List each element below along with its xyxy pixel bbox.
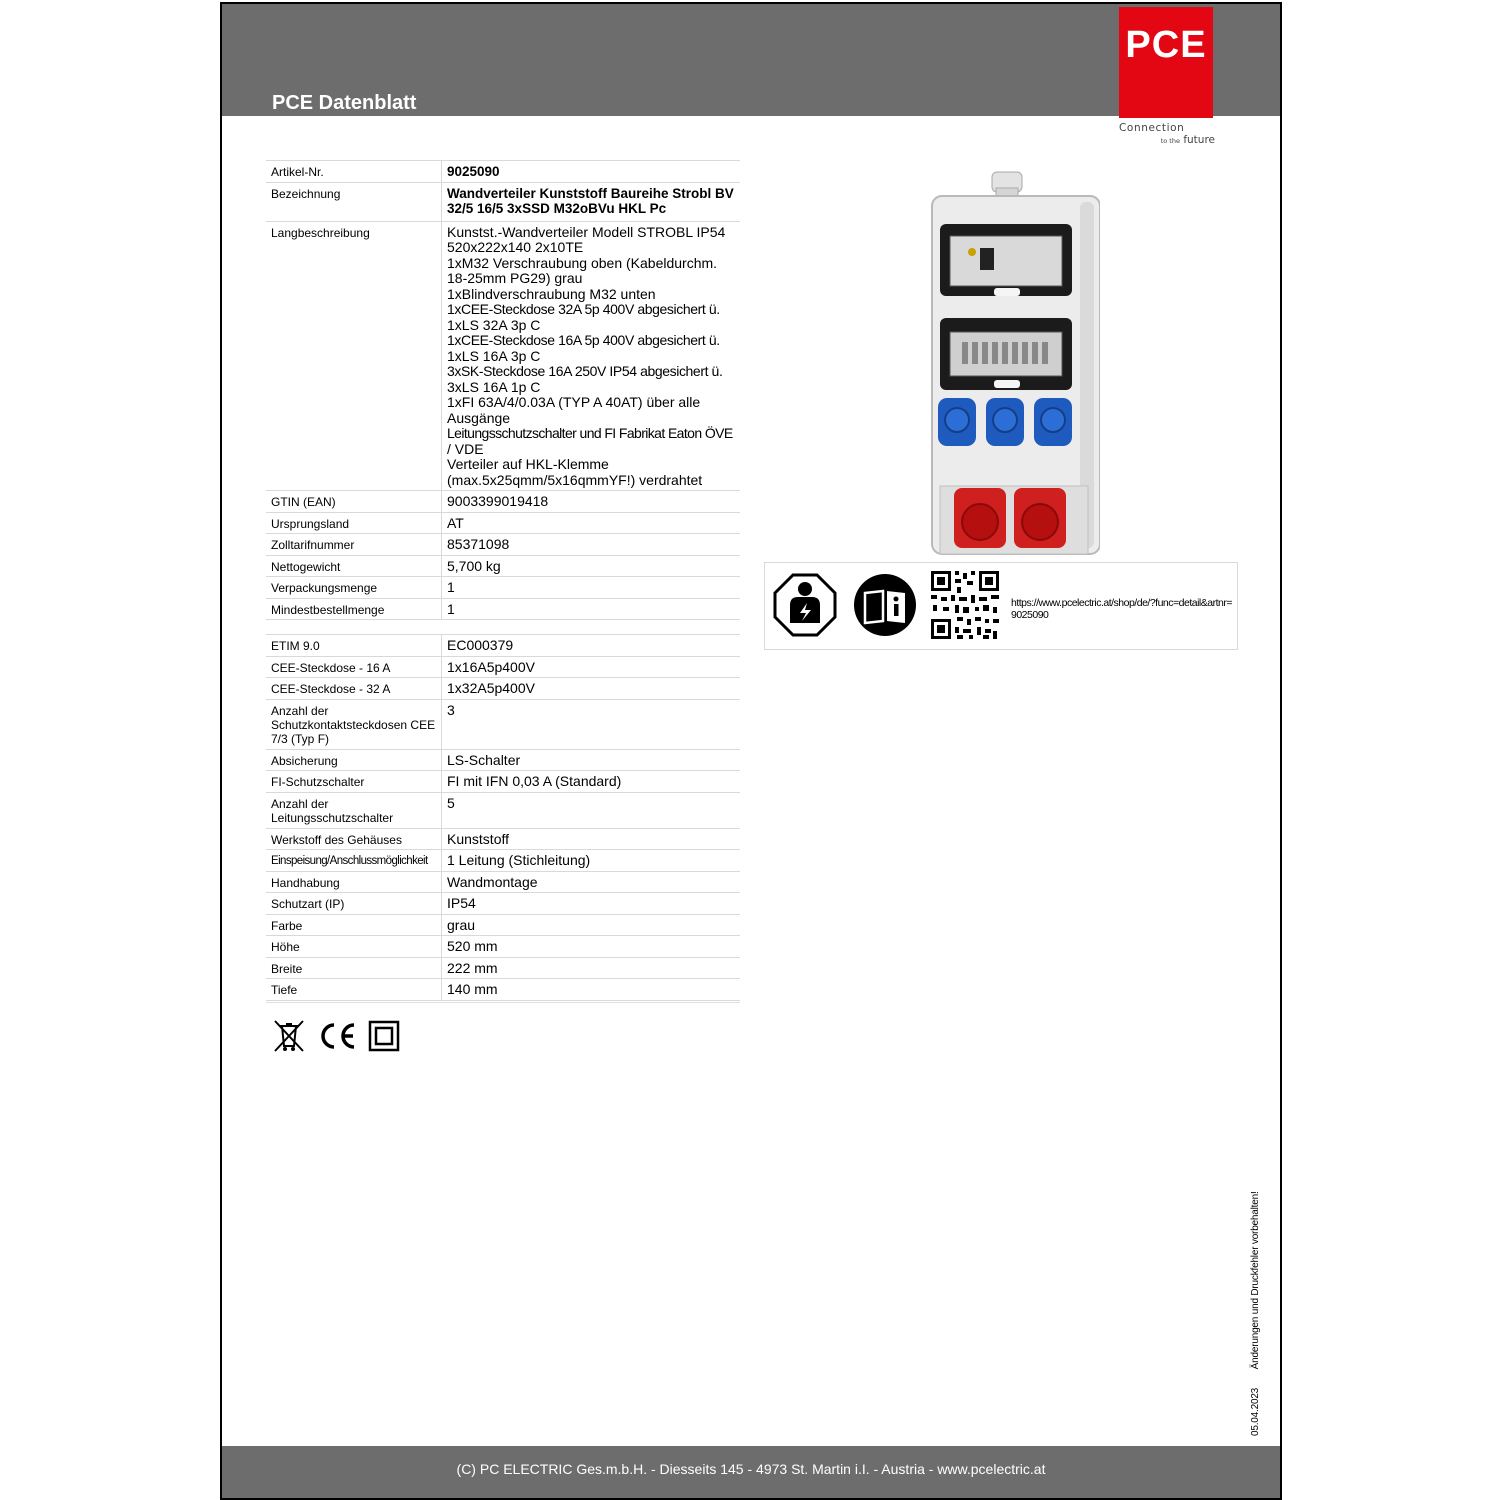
description-line: 3xSK-Steckdose 16A 250V IP54 abgesichert ü. [447, 363, 723, 379]
description-line: Ausgänge [447, 409, 511, 426]
etim-table [266, 634, 740, 1001]
table-row [266, 771, 740, 793]
table-row [266, 749, 740, 771]
description-line: 1xFI 63A/4/0.03A (TYP A 40AT) über alle [447, 394, 701, 410]
etim-label: CEE-Steckdose - 16 A [266, 656, 442, 678]
spec-label: Bezeichnung [266, 182, 442, 221]
footer-text: (C) PC ELECTRIC Ges.m.b.H. - Diesseits 145 - 4973 St. Martin i.I. - Austria - www.pcelectric.at [456, 1461, 1046, 1477]
table-row [266, 161, 740, 183]
etim-label: Höhe [266, 936, 442, 958]
spec-value: 85371098 [442, 534, 741, 556]
table-row [266, 656, 740, 678]
table-row [266, 512, 740, 534]
table-row [266, 850, 740, 872]
description-line: Kunstst.-Wandverteiler Modell STROBL IP54 [447, 223, 726, 240]
logo-tagline [1119, 122, 1215, 146]
etim-label: Werkstoff des Gehäuses [266, 828, 442, 850]
spec-label: Nettogewicht [266, 555, 442, 577]
document-title: PCE Datenblatt [272, 92, 417, 114]
etim-value: 3 [442, 699, 741, 749]
description-line: 1xCEE-Steckdose 16A 5p 400V abgesichert ü. [447, 332, 720, 348]
etim-value: EC000379 [442, 635, 741, 657]
table-row [266, 221, 740, 491]
table-row [266, 555, 740, 577]
etim-value: 520 mm [442, 936, 741, 958]
etim-label: Einspeisung/Anschlussmöglichkeit [266, 850, 442, 872]
spec-label: GTIN (EAN) [266, 491, 442, 513]
etim-label: Anzahl der Schutzkontaktsteckdosen CEE 7/3 (Typ F) [266, 699, 442, 749]
description-line: Verteiler auf HKL-Klemme [447, 456, 609, 472]
footer [222, 1446, 1280, 1500]
qr-code-icon [929, 569, 1001, 646]
document-date: 05.04.2023 [1250, 1387, 1261, 1436]
etim-label: Farbe [266, 914, 442, 936]
side-note [1250, 1191, 1261, 1436]
etim-value: IP54 [442, 893, 741, 915]
etim-value: 222 mm [442, 957, 741, 979]
table-row [266, 534, 740, 556]
etim-label: ETIM 9.0 [266, 635, 442, 657]
spec-table [266, 160, 740, 620]
etim-value: FI mit IFN 0,03 A (Standard) [442, 771, 741, 793]
spec-label: Zolltarifnummer [266, 534, 442, 556]
spec-label: Mindestbestellmenge [266, 598, 442, 620]
etim-value: 1x32A5p400V [442, 678, 741, 700]
certification-symbols [272, 1018, 400, 1059]
etim-value: Wandmontage [442, 871, 741, 893]
datasheet-page [220, 2, 1282, 1500]
long-description [442, 221, 741, 491]
etim-label: Schutzart (IP) [266, 893, 442, 915]
spec-value: AT [442, 512, 741, 534]
table-row [266, 182, 740, 221]
spec-label: Langbeschreibung [266, 221, 442, 491]
description-line: 520x222x140 2x10TE [447, 239, 584, 255]
product-image [910, 162, 1100, 562]
description-line: Leitungsschutzschalter und FI Fabrikat Eaton ÖVE [447, 425, 733, 441]
table-row [266, 678, 740, 700]
description-line: 1xBlindverschraubung M32 unten [447, 285, 656, 302]
pce-logo: PCE [1119, 7, 1213, 118]
spec-value: 1 [442, 577, 741, 599]
description-line: 1xLS 16A 3p C [447, 347, 541, 364]
etim-label: CEE-Steckdose - 32 A [266, 678, 442, 700]
ce-mark-icon [316, 1021, 358, 1056]
etim-label: Handhabung [266, 871, 442, 893]
info-box [764, 562, 1238, 650]
spec-value: 9003399019418 [442, 491, 741, 513]
table-row [266, 957, 740, 979]
table-row [266, 979, 740, 1001]
etim-label: Breite [266, 957, 442, 979]
etim-value: 140 mm [442, 979, 741, 1001]
table-row [266, 936, 740, 958]
disclaimer-text: Änderungen und Druckfehler vorbehalten! [1250, 1191, 1261, 1370]
etim-value: grau [442, 914, 741, 936]
table-row [266, 577, 740, 599]
spec-label: Ursprungsland [266, 512, 442, 534]
description-line: 1xLS 32A 3p C [447, 316, 541, 333]
description-line: / VDE [447, 440, 484, 457]
protection-class-2-icon [368, 1020, 400, 1057]
tagline-connection: Connection [1119, 122, 1185, 134]
etim-value: LS-Schalter [442, 749, 741, 771]
table-row [266, 598, 740, 620]
table-row [266, 491, 740, 513]
etim-value: Kunststoff [442, 828, 741, 850]
spec-value: 1 [442, 598, 741, 620]
read-manual-icon [853, 573, 917, 642]
product-url[interactable]: https://www.pcelectric.at/shop/de/?func=detail&artnr=9025090 [1011, 597, 1232, 621]
table-row [266, 871, 740, 893]
table-row [266, 828, 740, 850]
divider [266, 1002, 740, 1003]
etim-label: Absicherung [266, 749, 442, 771]
description-line: (max.5x25qmm/5x16qmmYF!) verdrahtet [447, 471, 703, 488]
etim-label: Tiefe [266, 979, 442, 1001]
tagline-future: to the future [1160, 134, 1215, 146]
table-row [266, 914, 740, 936]
spec-value: 5,700 kg [442, 555, 741, 577]
table-row [266, 792, 740, 828]
description-line: 3xLS 16A 1p C [447, 378, 541, 395]
qualified-electrician-icon [773, 573, 837, 642]
spec-value: Wandverteiler Kunststoff Baureihe Strobl BV 32/5 16/5 3xSSD M32oBVu HKL Pc [442, 182, 741, 221]
description-line: 18-25mm PG29) grau [447, 270, 583, 286]
spec-value: 9025090 [442, 161, 741, 183]
spec-label: Artikel-Nr. [266, 161, 442, 183]
etim-value: 1 Leitung (Stichleitung) [442, 850, 741, 872]
etim-label: Anzahl der Leitungsschutzschalter [266, 792, 442, 828]
table-row [266, 699, 740, 749]
table-row [266, 893, 740, 915]
etim-value: 5 [442, 792, 741, 828]
weee-bin-icon [272, 1018, 306, 1059]
description-line: 1xCEE-Steckdose 32A 5p 400V abgesichert ü. [447, 301, 720, 317]
table-row [266, 635, 740, 657]
etim-value: 1x16A5p400V [442, 656, 741, 678]
etim-label: FI-Schutzschalter [266, 771, 442, 793]
description-line: 1xM32 Verschraubung oben (Kabeldurchm. [447, 254, 718, 271]
spec-label: Verpackungsmenge [266, 577, 442, 599]
